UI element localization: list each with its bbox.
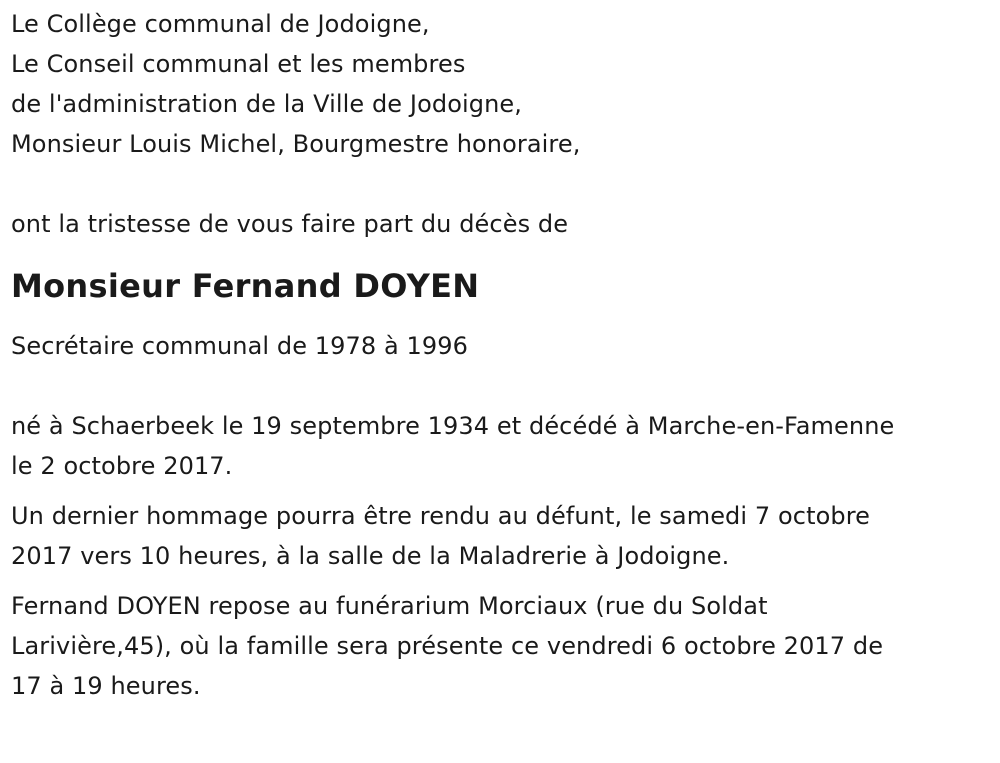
paragraph-line: Larivière,45), où la famille sera présente ce vendredi 6 octobre 2017 de — [11, 632, 884, 660]
obituary-notice — [11, 4, 986, 706]
sender-line: Le Collège communal de Jodoigne, — [11, 10, 430, 38]
funerarium-paragraph — [11, 586, 986, 706]
sender-line: de l'administration de la Ville de Jodoigne, — [11, 90, 522, 118]
paragraph-line: le 2 octobre 2017. — [11, 452, 233, 480]
spacer — [11, 164, 986, 204]
deceased-role: Secrétaire communal de 1978 à 1996 — [11, 332, 469, 360]
sender-line: Monsieur Louis Michel, Bourgmestre honoraire, — [11, 130, 581, 158]
paragraph-line: Un dernier hommage pourra être rendu au défunt, le samedi 7 octobre — [11, 502, 871, 530]
spacer — [11, 366, 986, 406]
tribute-paragraph — [11, 496, 986, 576]
paragraph-line: né à Schaerbeek le 19 septembre 1934 et décédé à Marche-en-Famenne — [11, 412, 895, 440]
sender-line: Le Conseil communal et les membres — [11, 50, 466, 78]
announcement-text: ont la tristesse de vous faire part du décès de — [11, 210, 569, 238]
deceased-name: Monsieur Fernand DOYEN — [11, 267, 480, 305]
paragraph-line: 17 à 19 heures. — [11, 672, 201, 700]
spacer — [11, 576, 986, 586]
spacer — [11, 486, 986, 496]
paragraph-line: 2017 vers 10 heures, à la salle de la Maladrerie à Jodoigne. — [11, 542, 730, 570]
paragraph-line: Fernand DOYEN repose au funérarium Morciaux (rue du Soldat — [11, 592, 768, 620]
senders-block — [11, 4, 986, 164]
birth-death-paragraph — [11, 406, 986, 486]
